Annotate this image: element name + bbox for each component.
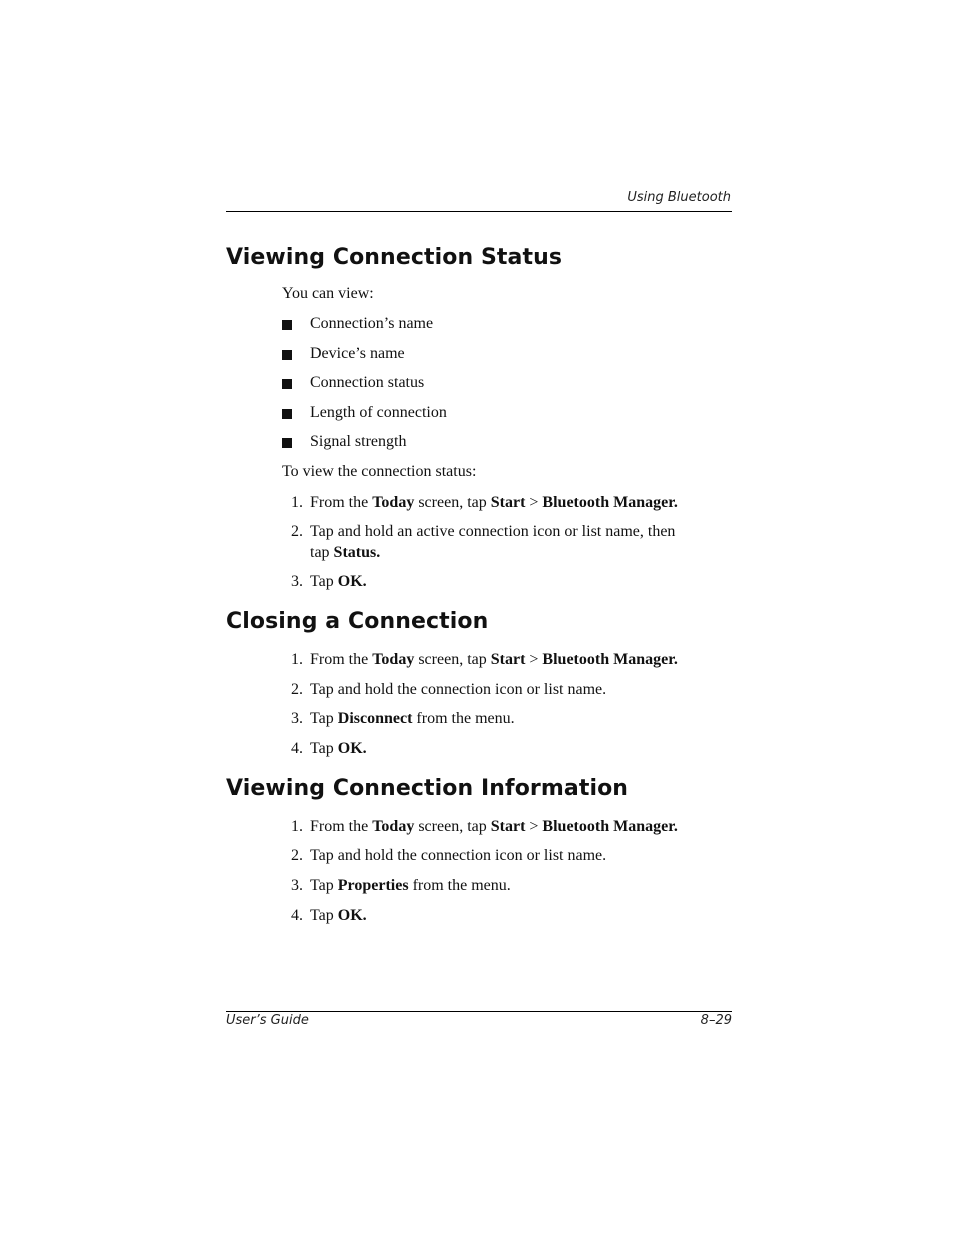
bullet-square-icon <box>282 379 292 389</box>
step-item: 2. Tap and hold an active connection icon or list name, then tap Status. <box>291 523 676 561</box>
step-item: 4. Tap OK. <box>291 740 367 757</box>
bullet-square-icon <box>282 409 292 419</box>
bullet-square-icon <box>282 438 292 448</box>
step-item: 1. From the Today screen, tap Start > Bluetooth Manager. <box>291 494 678 511</box>
step-item: 3. Tap Disconnect from the menu. <box>291 710 515 727</box>
step-item: 4. Tap OK. <box>291 907 367 924</box>
bullet-square-icon <box>282 320 292 330</box>
step-item: 1. From the Today screen, tap Start > Bluetooth Manager. <box>291 651 678 668</box>
step-item: 2. Tap and hold the connection icon or list name. <box>291 847 607 864</box>
intro-text: You can view: <box>282 285 374 302</box>
step-item: 3. Tap OK. <box>291 573 367 590</box>
section-heading-viewing-status: Viewing Connection Status <box>226 245 563 270</box>
section-heading-viewing-info: Viewing Connection Information <box>226 776 629 801</box>
footer-rule <box>226 1011 732 1012</box>
step-item: 1. From the Today screen, tap Start > Bluetooth Manager. <box>291 818 678 835</box>
step-item: 3. Tap Properties from the menu. <box>291 877 511 894</box>
running-head: Using Bluetooth <box>627 190 731 205</box>
footer-title: User’s Guide <box>226 1013 309 1028</box>
page-number: 8–29 <box>700 1013 732 1028</box>
section-heading-closing: Closing a Connection <box>226 609 489 634</box>
lead-text: To view the connection status: <box>282 463 477 480</box>
header-rule <box>226 211 732 212</box>
bullet-square-icon <box>282 350 292 360</box>
step-item: 2. Tap and hold the connection icon or list name. <box>291 681 607 698</box>
